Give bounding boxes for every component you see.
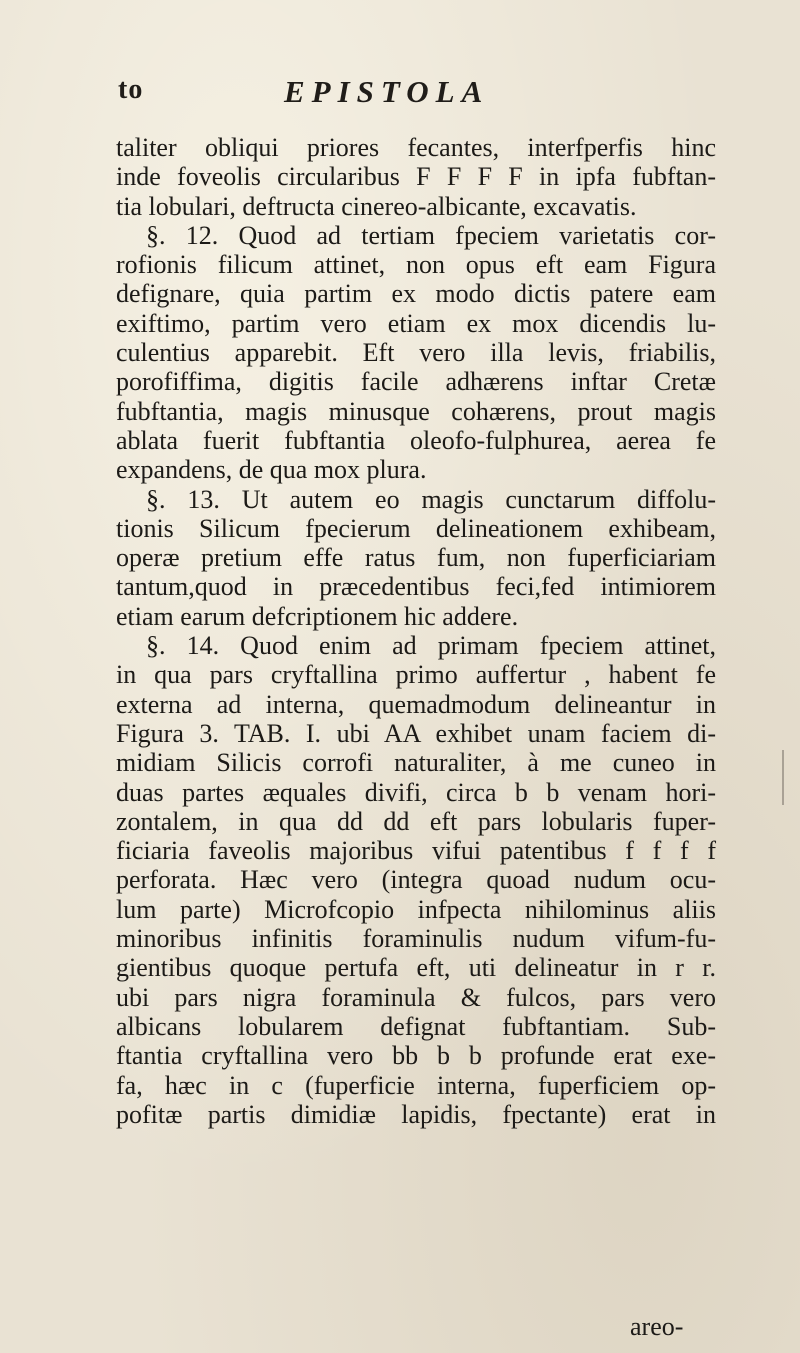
text-line: ablata fuerit fubftantia oleofo-fulphurea, aerea fe [116, 425, 716, 455]
text-line: in qua pars cryftallina primo auffertur , habent fe [116, 660, 716, 690]
text-line: culentius apparebit. Eft vero illa levis, friabilis, [116, 338, 716, 368]
text-line: minoribus infinitis foraminulis nudum vifum-fu- [116, 924, 716, 954]
section-heading-line: §. 14. Quod enim ad primam fpeciem attinet, [146, 631, 716, 661]
text-line: tia lobulari, deftructa cinereo-albicante, excavatis. [116, 191, 637, 221]
text-line: rofionis filicum attinet, non opus eft eam Figura [116, 250, 716, 280]
text-line: ubi pars nigra foraminula & fulcos, pars vero [116, 982, 716, 1012]
running-title: EPISTOLA [284, 74, 490, 109]
text-line: etiam earum defcriptionem hic addere. [116, 601, 519, 631]
section-heading-line: §. 12. Quod ad tertiam fpeciem varietatis cor- [146, 220, 716, 250]
text-line: duas partes æquales divifi, circa b b venam hori- [116, 777, 716, 807]
catchword: areo- [630, 1312, 684, 1341]
text-line: externa ad interna, quemadmodum delineantur in [116, 689, 716, 719]
text-line: fubftantia, magis minusque cohærens, prout magis [116, 396, 716, 426]
section-heading-line: §. 13. Ut autem eo magis cunctarum diffolu- [146, 484, 716, 514]
text-line: lum parte) Microfcopio infpecta nihilominus aliis [116, 894, 716, 924]
text-line: Figura 3. TAB. I. ubi AA exhibet unam faciem di- [116, 718, 716, 748]
text-line: perforata. Hæc vero (integra quoad nudum ocu- [116, 865, 716, 895]
text-line: operæ pretium effe ratus fum, non fuperficiariam [116, 543, 716, 573]
text-line: tantum,quod in præcedentibus feci,fed intimiorem [116, 572, 716, 602]
running-head [118, 74, 678, 114]
page-number: to [118, 74, 144, 105]
text-line: exiftimo, partim vero etiam ex mox dicendis lu- [116, 308, 716, 338]
body-text [116, 133, 716, 1129]
text-line: porofiffima, digitis facile adhærens inftar Cretæ [116, 367, 716, 397]
text-line: fa, hæc in c (fuperficie interna, fuperficiem op- [116, 1070, 716, 1100]
margin-rule [782, 750, 784, 805]
text-line: expandens, de qua mox plura. [116, 455, 427, 485]
text-line: gientibus quoque pertufa eft, uti delineatur in r r. [116, 953, 716, 983]
text-line: pofitæ partis dimidiæ lapidis, fpectante) erat in [116, 1099, 716, 1129]
text-line: tionis Silicum fpecierum delineationem exhibeam, [116, 513, 716, 543]
text-line: midiam Silicis corrofi naturaliter, à me cuneo in [116, 748, 716, 778]
text-line: taliter obliqui priores fecantes, interfperfis hinc [116, 133, 716, 162]
text-line: albicans lobularem defignat fubftantiam. Sub- [116, 1011, 716, 1041]
text-line: ftantia cryftallina vero bb b b profunde erat exe- [116, 1041, 716, 1071]
text-line: ficiaria faveolis majoribus vifui patentibus f f f f [116, 836, 716, 866]
text-line: defignare, quia partim ex modo dictis patere eam [116, 279, 716, 309]
text-line: inde foveolis circularibus F F F F in ipfa fubftan- [116, 162, 716, 192]
text-line: zontalem, in qua dd dd eft pars lobularis fuper- [116, 806, 716, 836]
